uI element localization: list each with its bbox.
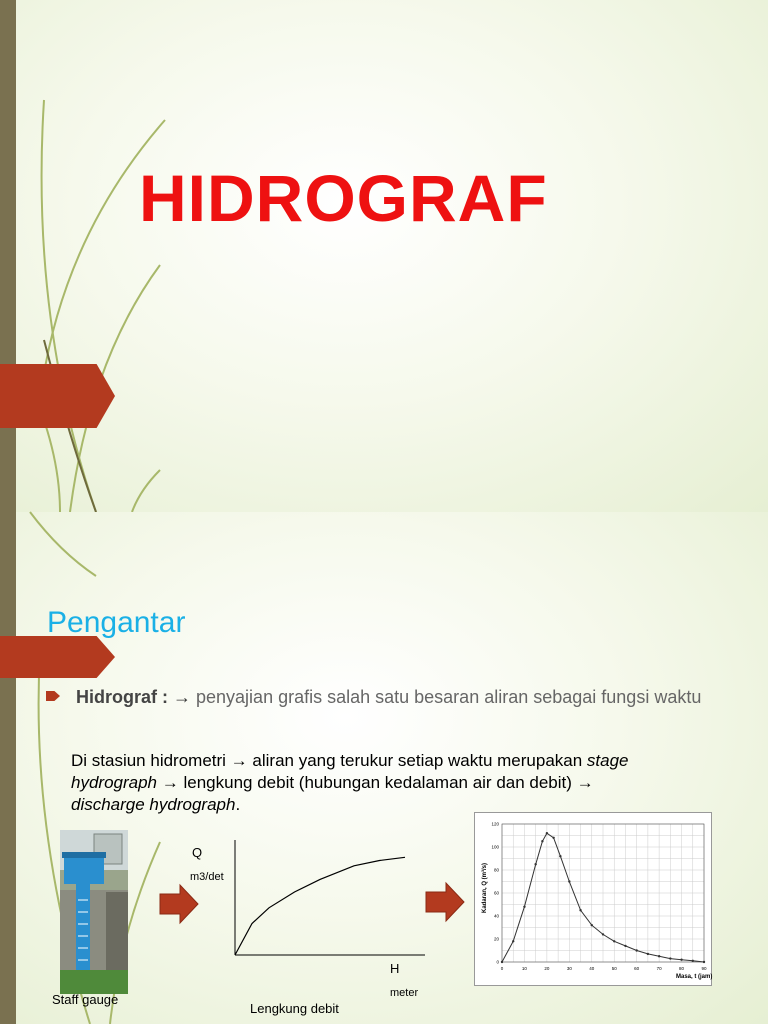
y-tick-label: 80 — [493, 867, 499, 873]
x-tick-label: 80 — [679, 966, 685, 971]
slide-pengantar — [0, 512, 768, 1024]
intro-paragraph — [71, 750, 671, 816]
y-tick-label: 120 — [491, 821, 499, 827]
data-point — [559, 855, 561, 857]
y-tick-label: 0 — [496, 959, 499, 965]
x-axis-label: Masa, t (jam) — [676, 974, 713, 980]
y-axis-label: Kadaran, Q (m³/s) — [482, 862, 488, 913]
rating-curve-chart — [180, 830, 440, 1020]
right-arrow-icon: → — [576, 773, 594, 792]
data-point — [669, 957, 671, 959]
data-point — [579, 909, 581, 911]
y-tick-label: 60 — [493, 890, 499, 896]
data-point — [680, 959, 682, 961]
x-tick-label: 0 — [500, 966, 504, 971]
rating-curve-line — [235, 857, 405, 955]
data-point — [703, 961, 705, 963]
decorative-grass-lines — [0, 0, 220, 512]
x-tick-label: 10 — [521, 966, 527, 971]
data-point — [523, 906, 525, 908]
y-tick-label: 100 — [491, 844, 499, 850]
right-arrow-icon: → — [230, 751, 248, 770]
data-point — [512, 940, 514, 942]
chart-caption: Lengkung debit — [250, 1001, 339, 1016]
right-arrow-icon: → — [161, 773, 179, 792]
data-point — [591, 924, 593, 926]
staff-gauge-photo — [60, 830, 128, 994]
para-text: Di stasiun hidrometri — [71, 751, 231, 770]
staff-gauge-caption: Staff gauge — [52, 992, 119, 1007]
x-tick-label: 60 — [634, 966, 640, 971]
data-point — [647, 953, 649, 955]
right-arrow-icon: → — [173, 687, 192, 707]
data-point — [541, 840, 543, 842]
data-point — [552, 837, 554, 839]
y-tick-label: 40 — [493, 913, 499, 919]
data-point — [501, 961, 503, 963]
slide-tab-marker — [0, 364, 115, 428]
x-tick-label: 30 — [566, 966, 572, 971]
para-text: aliran yang terukur setiap waktu merupakan — [247, 751, 587, 770]
x-axis-unit: meter — [390, 987, 419, 999]
section-heading: Pengantar — [47, 606, 186, 639]
data-point — [635, 949, 637, 951]
term-discharge-hydrograph: discharge hydrograph — [71, 795, 236, 814]
data-point — [692, 960, 694, 962]
data-point — [568, 880, 570, 882]
bullet-term: Hidrograf : — [76, 687, 168, 707]
data-point — [624, 945, 626, 947]
y-tick-label: 20 — [493, 936, 499, 942]
x-tick-label: 40 — [589, 966, 595, 971]
slide-title-heading: HIDROGRAF — [139, 161, 548, 235]
x-axis-label: H — [390, 961, 400, 976]
data-point — [546, 832, 548, 834]
discharge-hydrograph-chart — [474, 812, 714, 988]
data-point — [613, 940, 615, 942]
data-point — [534, 863, 536, 865]
x-tick-label: 50 — [611, 966, 617, 971]
x-tick-label: 20 — [544, 966, 550, 971]
x-tick-label: 90 — [701, 966, 707, 971]
slide-tab-marker — [0, 636, 115, 678]
bullet-item — [52, 685, 732, 709]
term-stage-hydrograph: stage hydrograph — [71, 751, 629, 792]
bullet-definition: penyajian grafis salah satu besaran aliran sebagai fungsi waktu — [191, 687, 702, 707]
para-text: lengkung debit (hubungan kedalaman air dan debit) — [178, 773, 577, 792]
y-axis-label: Q — [192, 845, 203, 860]
data-point — [602, 933, 604, 935]
data-point — [658, 955, 660, 957]
y-axis-unit: m3/det — [190, 871, 224, 883]
x-tick-label: 70 — [656, 966, 662, 971]
para-text: . — [235, 795, 241, 814]
